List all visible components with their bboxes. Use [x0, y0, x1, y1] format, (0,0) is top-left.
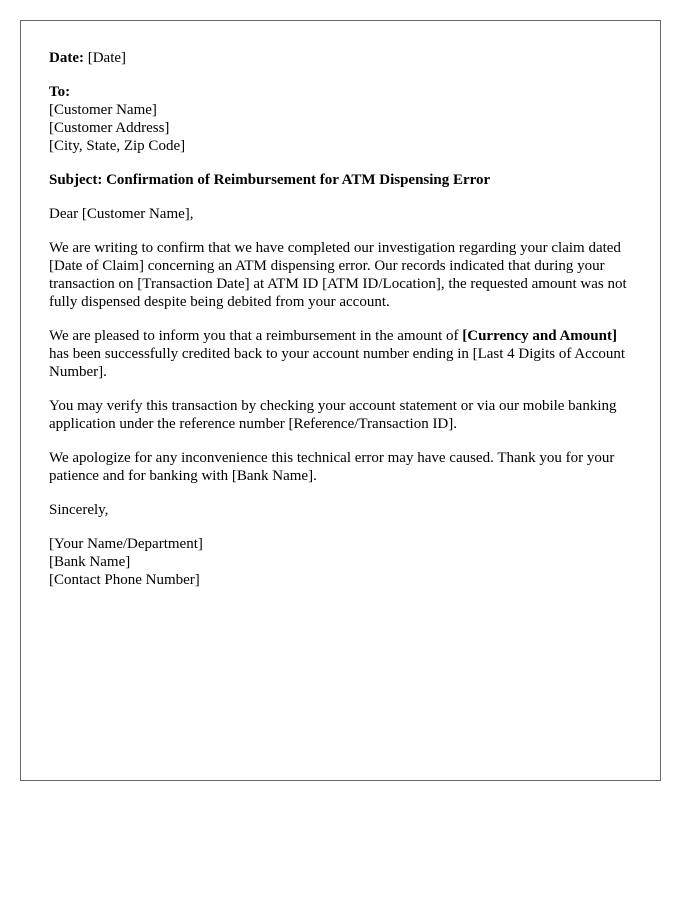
signature-bank: [Bank Name]: [49, 554, 131, 570]
paragraph-verification: You may verify this transaction by checking your account statement or via our mobile banking application under the reference number [Reference/Transaction ID].: [49, 398, 617, 432]
date-value: [Date]: [87, 50, 127, 66]
closing: Sincerely,: [49, 502, 109, 518]
recipient-block: [49, 83, 632, 155]
signature-block: [49, 535, 632, 589]
paragraph-apology: We apologize for any inconvenience this technical error may have caused. Thank you for your patience and for banking with [Bank Name].: [49, 450, 615, 484]
subject-line: Subject: Confirmation of Reimbursement for ATM Dispensing Error: [49, 172, 491, 188]
signature-name: [Your Name/Department]: [49, 536, 203, 552]
signature-phone: [Contact Phone Number]: [49, 572, 200, 588]
paragraph-reimbursement-before: We are pleased to inform you that a reimbursement in the amount of: [49, 328, 463, 344]
date-line: [49, 49, 632, 67]
recipient-label: To:: [49, 84, 71, 100]
paragraph-investigation: We are writing to confirm that we have completed our investigation regarding your claim dated [Date of Claim] concerning an ATM dispensing error. Our records indicated that during your transaction on [Transaction Date] at ATM ID [ATM ID/Location], the requested amount was not fully dispensed despite being debited from your account.: [49, 240, 627, 310]
paragraph-reimbursement-after: has been successfully credited back to your account number ending in [Last 4 Digits of Account Number].: [49, 346, 626, 380]
salutation: Dear [Customer Name],: [49, 206, 194, 222]
recipient-address: [Customer Address]: [49, 120, 170, 136]
date-label: Date:: [49, 50, 84, 66]
reimbursement-amount: [Currency and Amount]: [462, 328, 617, 344]
paragraph-reimbursement: [49, 327, 632, 381]
letter-page: [20, 20, 661, 781]
recipient-name: [Customer Name]: [49, 102, 157, 118]
recipient-city: [City, State, Zip Code]: [49, 138, 186, 154]
